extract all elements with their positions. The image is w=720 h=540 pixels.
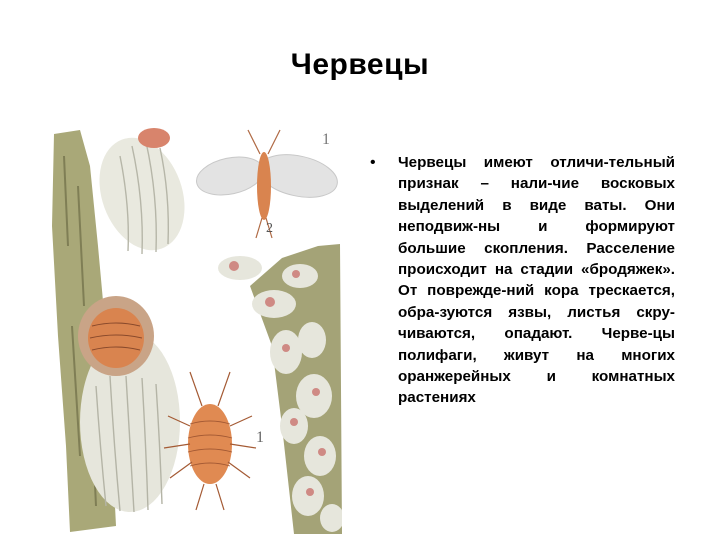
figure-label-1-bottom: 1 [256, 429, 264, 446]
figure-label-1-top: 1 [322, 131, 330, 148]
bullet-dot-icon: • [370, 154, 376, 171]
bullet-text: Червецы имеют отличи-тельный признак – нали-чие восковых выделений в виде ваты. Они неподвиж-ны и формируют большие скопления. Расселение происходит на стадии «бродяжек». От повреждe-ний кора трескается, обра-зуются язвы, листья скру-чиваются, опадают. Черве-цы полифаги, живут на многих оранжерейных и комнатных растениях [398, 154, 675, 407]
body-text-block [370, 152, 675, 409]
figure-label-2: 2 [266, 221, 273, 236]
mealybug-illustration [50, 126, 342, 534]
insect-head-upper [138, 128, 170, 148]
insect-body-lower [88, 308, 144, 368]
slide-title: Червецы [290, 48, 430, 81]
bullet-item [370, 152, 675, 409]
